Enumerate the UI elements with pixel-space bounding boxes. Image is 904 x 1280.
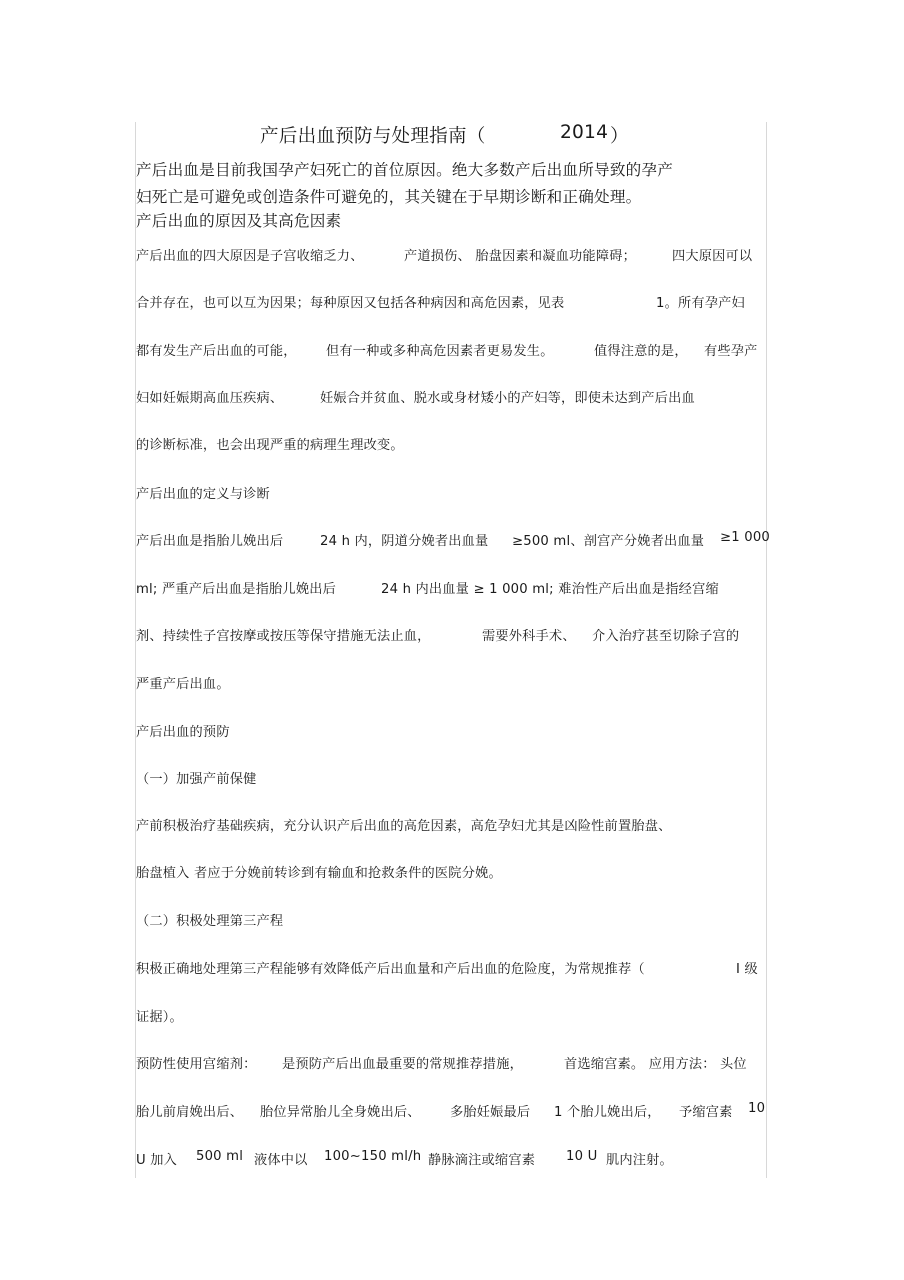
definition-line-3: 剂、持续性子宫按摩或按压等保守措施无法止血， 需要外科手术、 介入治疗甚至切除子宫的 [136, 629, 740, 644]
causes-line-1: 产后出血的四大原因是子宫收缩乏力、 产道损伤、 胎盘因素和凝血功能障碍； 四大原因可以 [136, 249, 753, 264]
prenatal-line-2: 胎盘植入 者应于分娩前转诊到有输血和抢救条件的医院分娩。 [136, 866, 502, 881]
title-text: 产后出血预防与处理指南（ [260, 126, 486, 147]
uterotonic-line-1: 预防性使用宫缩剂： 是预防产后出血最重要的常规推荐措施， 首选缩宫素。 应用方法： 头位 [136, 1057, 747, 1072]
subheading-third-stage: （二）积极处理第三产程 [136, 914, 284, 929]
definition-line-1: 产后出血是指胎儿娩出后 24 h 内，阴道分娩者出血量 ≥500 ml、剖宫产分娩者出血量 ≥1 000 [136, 530, 771, 549]
document-title [0, 122, 904, 148]
uterotonic-line-3: U 加入 500 ml 液体中以 100~150 ml/h 静脉滴注或缩宫素 10 U 肌内注射。 [136, 1149, 673, 1168]
causes-line-5: 的诊断标准，也会出现严重的病理生理改变。 [136, 438, 404, 453]
section-heading-causes: 产后出血的原因及其高危因素 [136, 212, 342, 230]
intro-line-1: 产后出血是目前我国孕产妇死亡的首位原因。绝大多数产后出血所导致的孕产 [136, 161, 673, 179]
causes-line-2: 合并存在，也可以互为因果；每种原因又包括各种病因和高危因素，见表 1。所有孕产妇 [136, 296, 745, 311]
section-heading-definition: 产后出血的定义与诊断 [136, 487, 270, 502]
third-stage-line-2: 证据）。 [136, 1010, 183, 1025]
definition-line-2: ml; 严重产后出血是指胎儿娩出后 24 h 内出血量 ≥ 1 000 ml; 难治性产后出血是指经宫缩 [136, 582, 719, 597]
title-year: 2014 [560, 122, 609, 143]
intro-line-2: 妇死亡是可避免或创造条件可避免的，其关键在于早期诊断和正确处理。 [136, 188, 642, 206]
definition-line-4: 严重产后出血。 [136, 677, 230, 692]
third-stage-line-1: 积极正确地处理第三产程能够有效降低产后出血量和产后出血的危险度，为常规推荐（ Ⅰ 级 [136, 962, 758, 977]
causes-line-4: 妇如妊娠期高血压疾病、 妊娠合并贫血、脱水或身材矮小的产妇等，即使未达到产后出血 [136, 391, 695, 406]
causes-line-3: 都有发生产后出血的可能， 但有一种或多种高危因素者更易发生。 值得注意的是， 有些孕产 [136, 344, 758, 359]
section-heading-prevention: 产后出血的预防 [136, 725, 230, 740]
right-margin-line [766, 122, 767, 1178]
subheading-prenatal-care: （一）加强产前保健 [136, 772, 257, 787]
uterotonic-line-2: 胎儿前肩娩出后、 胎位异常胎儿全身娩出后、 多胎妊娠最后 1 个胎儿娩出后， 予缩宫素 10 [136, 1101, 766, 1120]
title-close: ） [610, 126, 629, 147]
prenatal-line-1: 产前积极治疗基础疾病，充分认识产后出血的高危因素，高危孕妇尤其是凶险性前置胎盘、 [136, 819, 672, 834]
